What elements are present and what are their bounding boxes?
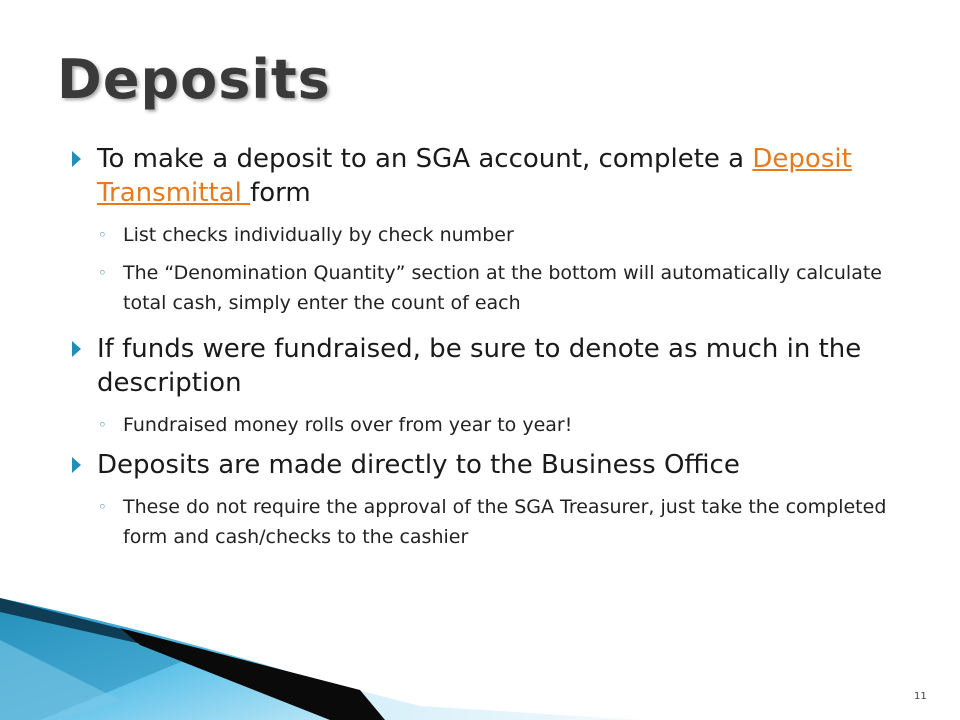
deposit-transmittal-link[interactable]: Deposit Transmittal bbox=[97, 144, 852, 208]
sub-bullet-text: These do not require the approval of the SGA Treasurer, just take the completed form and cash/checks to the cashier bbox=[123, 496, 887, 548]
page-number: 11 bbox=[914, 691, 927, 702]
circle-bullet-icon: ◦ bbox=[98, 264, 107, 282]
circle-bullet-icon: ◦ bbox=[98, 498, 107, 516]
bullet-text: To make a deposit to an SGA account, complete a bbox=[97, 144, 753, 174]
circle-bullet-icon: ◦ bbox=[98, 226, 107, 244]
slide-title: Deposits bbox=[57, 48, 331, 111]
bullet-text-after: form bbox=[250, 178, 311, 208]
bullet-text: If funds were fundraised, be sure to denote as much in the description bbox=[97, 334, 862, 398]
circle-bullet-icon: ◦ bbox=[98, 416, 107, 434]
bullet-text: Deposits are made directly to the Business Office bbox=[97, 450, 740, 480]
sub-bullet-text: The “Denomination Quantity” section at the bottom will automatically calculate total cash, simply enter the count of each bbox=[123, 262, 882, 314]
sub-bullet-text: Fundraised money rolls over from year to year! bbox=[123, 414, 573, 436]
sub-bullet-text: List checks individually by check number bbox=[123, 224, 514, 246]
